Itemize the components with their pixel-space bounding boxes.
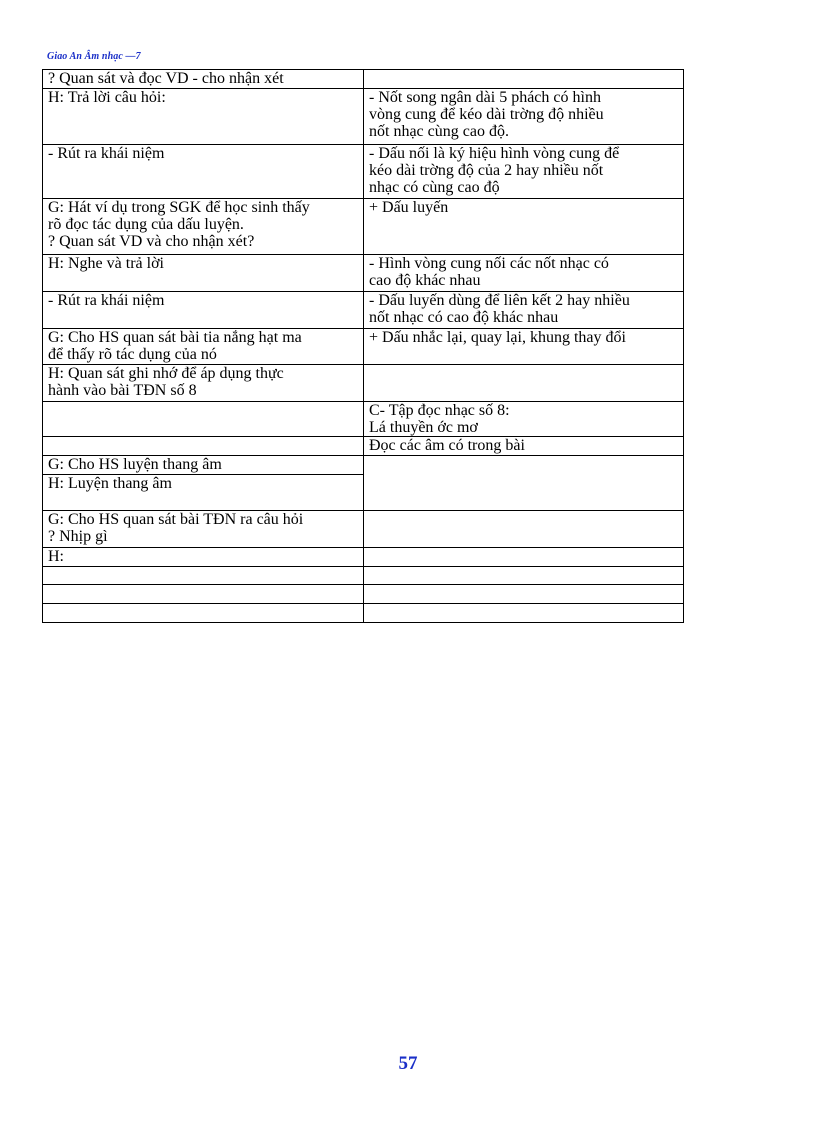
left-cell <box>43 199 364 255</box>
left-cell <box>43 70 364 89</box>
left-cell <box>43 365 364 402</box>
cell-line: H: <box>48 548 64 565</box>
left-cell <box>43 255 364 292</box>
cell-line: G: Hát ví dụ trong SGK để học sinh thấy <box>48 199 310 216</box>
table-row <box>43 145 684 199</box>
cell-line: nốt nhạc có cao độ khác nhau <box>369 309 559 326</box>
right-cell <box>364 365 684 402</box>
cell-line: cao độ khác nhau <box>369 272 481 289</box>
right-cell <box>364 567 684 585</box>
cell-line: hành vào bài TĐN số 8 <box>48 382 197 399</box>
right-cell <box>364 548 684 567</box>
right-cell <box>364 199 684 255</box>
cell-line: vòng cung để kéo dài trờng độ nhiều <box>369 106 604 123</box>
right-cell <box>364 145 684 199</box>
table-row <box>43 456 684 475</box>
lesson-table <box>42 69 684 623</box>
cell-line: G: Cho HS quan sát bài TĐN ra câu hỏi <box>48 511 304 528</box>
left-cell <box>43 329 364 365</box>
cell-line: C- Tập đọc nhạc số 8: <box>369 402 510 419</box>
cell-line: để thấy rõ tác dụng của nó <box>48 346 217 363</box>
table-row <box>43 604 684 623</box>
cell-line: ? Quan sát VD và cho nhận xét? <box>48 233 255 250</box>
left-cell <box>43 402 364 437</box>
right-cell <box>364 255 684 292</box>
table-row <box>43 567 684 585</box>
page-number: 57 <box>398 1053 418 1074</box>
left-cell <box>43 292 364 329</box>
table-row <box>43 292 684 329</box>
cell-line: nốt nhạc cùng cao độ. <box>369 123 509 140</box>
right-cell <box>364 89 684 145</box>
right-cell <box>364 604 684 623</box>
left-cell <box>43 511 364 548</box>
right-cell <box>364 585 684 604</box>
table-row <box>43 89 684 145</box>
cell-line: - Dấu luyến dùng để liên kết 2 hay nhiều <box>369 292 630 309</box>
cell-line: - Dấu nối là ký hiệu hình vòng cung để <box>369 145 620 162</box>
right-cell <box>364 292 684 329</box>
left-cell <box>43 567 364 585</box>
cell-line: - Hình vòng cung nối các nốt nhạc có <box>369 255 609 272</box>
right-cell <box>364 329 684 365</box>
cell-line: Đọc các âm có trong bài <box>369 437 525 454</box>
cell-line: rõ đọc tác dụng của dấu luyện. <box>48 216 244 233</box>
table-row <box>43 585 684 604</box>
cell-line: + Dấu luyến <box>369 199 449 216</box>
table-row <box>43 548 684 567</box>
cell-line: - Rút ra khái niệm <box>48 145 165 162</box>
document-header: Giao An Âm nhạc —7 <box>47 51 141 62</box>
cell-line: ? Nhịp gì <box>48 528 108 545</box>
cell-line: H: Luyện thang âm <box>48 475 172 492</box>
left-cell <box>43 604 364 623</box>
table-row <box>43 329 684 365</box>
table-row <box>43 437 684 456</box>
cell-line: H: Nghe và trả lời <box>48 255 164 272</box>
table-row <box>43 402 684 437</box>
right-cell <box>364 402 684 437</box>
table-row <box>43 255 684 292</box>
cell-line: ? Quan sát và đọc VD - cho nhận xét <box>48 70 284 87</box>
table-row <box>43 365 684 402</box>
left-cell <box>43 456 364 475</box>
table-row <box>43 70 684 89</box>
table-row <box>43 511 684 548</box>
right-cell <box>364 456 684 511</box>
cell-line: H: Quan sát ghi nhớ để áp dụng thực <box>48 365 284 382</box>
right-cell <box>364 70 684 89</box>
cell-line: - Rút ra khái niệm <box>48 292 165 309</box>
left-cell <box>43 548 364 567</box>
cell-line: nhạc có cùng cao độ <box>369 179 500 196</box>
cell-line: G: Cho HS quan sát bài tia nắng hạt ma <box>48 329 302 346</box>
table-row <box>43 199 684 255</box>
left-cell <box>43 145 364 199</box>
left-cell <box>43 475 364 511</box>
cell-line: H: Trả lời câu hỏi: <box>48 89 166 106</box>
right-cell <box>364 511 684 548</box>
cell-line: kéo dài trờng độ của 2 hay nhiều nốt <box>369 162 604 179</box>
cell-line: - Nốt song ngân dài 5 phách có hình <box>369 89 601 106</box>
left-cell <box>43 89 364 145</box>
cell-line: G: Cho HS luyện thang âm <box>48 456 222 473</box>
cell-line: + Dấu nhắc lại, quay lại, khung thay đổi <box>369 329 626 346</box>
left-cell <box>43 585 364 604</box>
left-cell <box>43 437 364 456</box>
cell-line: Lá thuyền ớc mơ <box>369 419 478 436</box>
right-cell <box>364 437 684 456</box>
